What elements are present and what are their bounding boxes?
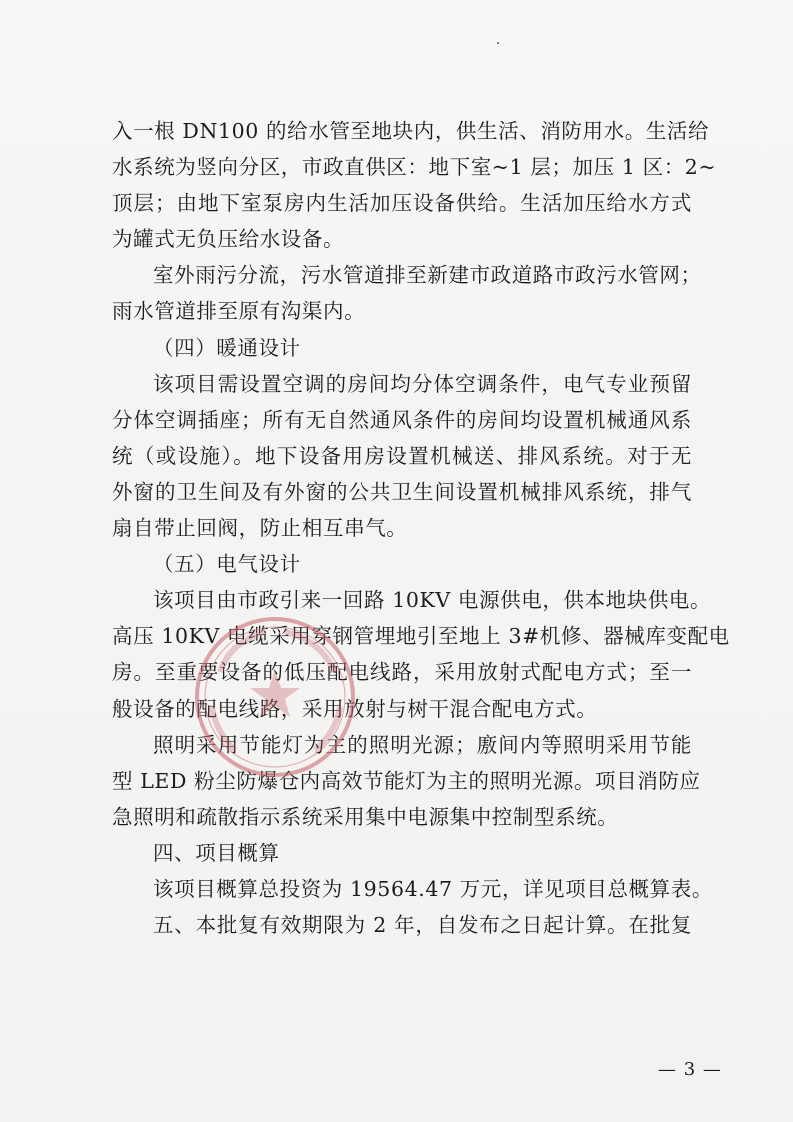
body-line: 高压 10KV 电缆采用穿钢管埋地引至地上 3#机修、器械库变配电	[112, 624, 730, 649]
section-heading-budget: 四、项目概算	[153, 840, 280, 865]
body-line: 入一根 DN100 的给水管至地块内，供生活、消防用水。生活给	[112, 119, 710, 143]
body-line: 顶层；由地下室泵房内生活加压设备供给。生活加压给水方式	[112, 191, 692, 216]
body-line: 扇自带止回阀，防止相互串气。	[112, 516, 408, 541]
body-line: 急照明和疏散指示系统采用集中电源集中控制型系统。	[112, 804, 619, 829]
body-line: 该项目概算总投资为 19564.47 万元，详见项目总概算表。	[153, 876, 713, 901]
body-line: 般设备的配电线路，采用放射与树干混合配电方式。	[112, 696, 598, 721]
body-line: 五、本批复有效期限为 2 年，自发布之日起计算。在批复	[153, 913, 692, 938]
scan-speck	[497, 42, 499, 44]
body-line: 该项目由市政引来一回路 10KV 电源供电，供本地块供电。	[153, 588, 712, 613]
section-heading-electrical: （五）电气设计	[153, 552, 301, 577]
body-line: 室外雨污分流，污水管道排至新建市政道路市政污水管网；	[153, 263, 702, 288]
section-heading-hvac: （四）暖通设计	[153, 335, 301, 360]
body-line: 该项目需设置空调的房间均分体空调条件，电气专业预留	[153, 371, 692, 396]
body-line: 水系统为竖向分区，市政直供区：地下室~1 层；加压 1 区：2~	[112, 155, 717, 180]
document-body	[112, 113, 730, 943]
body-line: 照明采用节能灯为主的照明光源；廒间内等照明采用节能	[153, 732, 692, 757]
body-line: 统（或设施）。地下设备用房设置机械送、排风系统。对于无	[112, 443, 692, 468]
body-line: 分体空调插座；所有无自然通风条件的房间均设置机械通风系	[112, 407, 692, 432]
body-line: 为罐式无负压给水设备。	[112, 227, 345, 252]
body-line: 外窗的卫生间及有外窗的公共卫生间设置机械排风系统，排气	[112, 479, 692, 504]
page-number: — 3 —	[658, 1059, 722, 1080]
body-line: 型 LED 粉尘防爆仓内高效节能灯为主的照明光源。项目消防应	[112, 768, 701, 793]
body-line: 房。至重要设备的低压配电线路，采用放射式配电方式；至一	[112, 660, 692, 685]
body-line: 雨水管道排至原有沟渠内。	[112, 299, 366, 324]
